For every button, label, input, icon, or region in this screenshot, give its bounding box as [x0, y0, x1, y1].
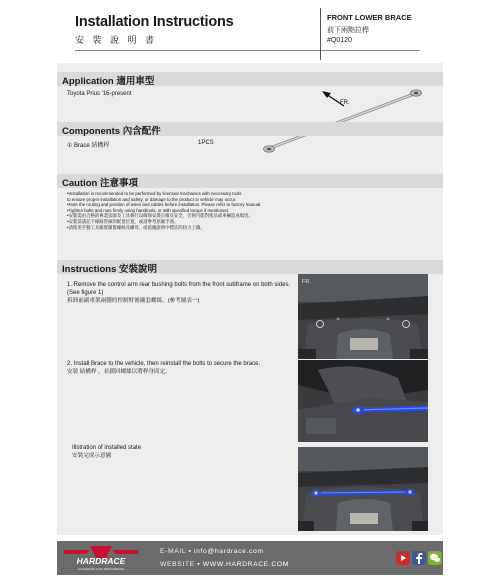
step-2-text-zh: 安裝 結構桿 ，並鎖回螺絲以將桿身固定。 [67, 369, 171, 375]
illustration-text: Illstration of installed state [72, 445, 142, 451]
website-link[interactable]: WWW.HARDRACE.COM [202, 561, 290, 568]
website-separator-icon: ▪ [197, 561, 203, 568]
brand-tagline: ACCELERATE YOUR PERFORMANCE [77, 568, 125, 571]
step-2-text: 2. Install Brace to the vehicle, then reinstall the bolts to secure the brace. [67, 361, 261, 367]
figure-2-photo [298, 360, 428, 442]
step-1-text: 1. Remove the control arm rear bushing bolts from the front subframe on both sides. (See figure 1) [67, 282, 291, 296]
email-label: E-MAIL [160, 548, 187, 555]
instructions-heading: Instructions 安裝說明 [62, 264, 158, 275]
header-underline [75, 50, 320, 51]
step-1-text-zh: 拆卸前副車架兩側的控制臂後襯套螺絲。(參考圖表一) [67, 298, 200, 304]
installed-state-photo [298, 447, 428, 531]
application-heading: Application 適用車型 [62, 76, 155, 87]
footer-website [160, 561, 289, 568]
youtube-icon[interactable] [396, 551, 410, 565]
website-label: WEBSITE [160, 561, 195, 568]
footer-email [160, 548, 264, 555]
direction-label: FR. [340, 100, 350, 106]
caution-line: to ensure proper installation and safety, or damage to the product or vehicle may occur. [67, 196, 237, 202]
email-separator-icon: ▪ [188, 548, 195, 555]
illustration-text-zh: 安裝完成示意圖 [72, 453, 112, 459]
product-name-zh: 前下兩點拉桿 [327, 27, 369, 34]
page-title: Installation Instructions [75, 14, 234, 30]
caution-line: •Note the routing and position of wires and cables before installation. Please refer to factory manual. [67, 202, 262, 208]
product-code: #Q0120 [327, 37, 352, 44]
hardrace-logo-icon [60, 544, 142, 572]
caution-line: •安裝需由合格的專業技師及工具執行以確保安裝正確及安全，否則可能對產品或車輛造成傷害。 [67, 213, 253, 219]
caution-heading: Caution 注意事項 [62, 178, 138, 189]
email-link[interactable]: info@hardrace.com [194, 548, 264, 555]
component-item: ① Brace 結構桿 [67, 143, 110, 149]
component-qty: 1PCS [198, 140, 214, 146]
application-vehicle: Toyota Prius '16-present [67, 91, 132, 97]
header-divider [320, 8, 321, 60]
figure-1-photo [298, 274, 428, 359]
facebook-icon[interactable] [412, 551, 426, 565]
illustration-caption [72, 444, 222, 460]
components-heading: Components 內含配件 [62, 126, 161, 137]
header-underline-right [320, 50, 420, 51]
step-1 [67, 281, 295, 305]
caution-line: •安裝前請記下線路管線的配置位置，或請參考原廠手冊。 [67, 218, 179, 224]
caution-line: •請使用手動工具確實鎖緊螺絲及螺母，或依據說明中標註的扭力上鎖。 [67, 224, 205, 230]
photo-direction-label: FR. [302, 279, 311, 285]
product-name: FRONT LOWER BRACE [327, 13, 412, 22]
brand-name: HARDRACE [76, 556, 126, 566]
page-title-zh: 安 裝 說 明 書 [75, 35, 158, 45]
caution-line: •Installation is recommended to be performed by licensed mechanics with necessary tools [67, 191, 242, 196]
wechat-icon[interactable] [428, 551, 442, 565]
caution-list [67, 191, 327, 230]
caution-line: •Tighten bolts and nuts firmly using handtools, or with specified torque if mentioned. [67, 207, 230, 213]
step-2 [67, 360, 295, 376]
